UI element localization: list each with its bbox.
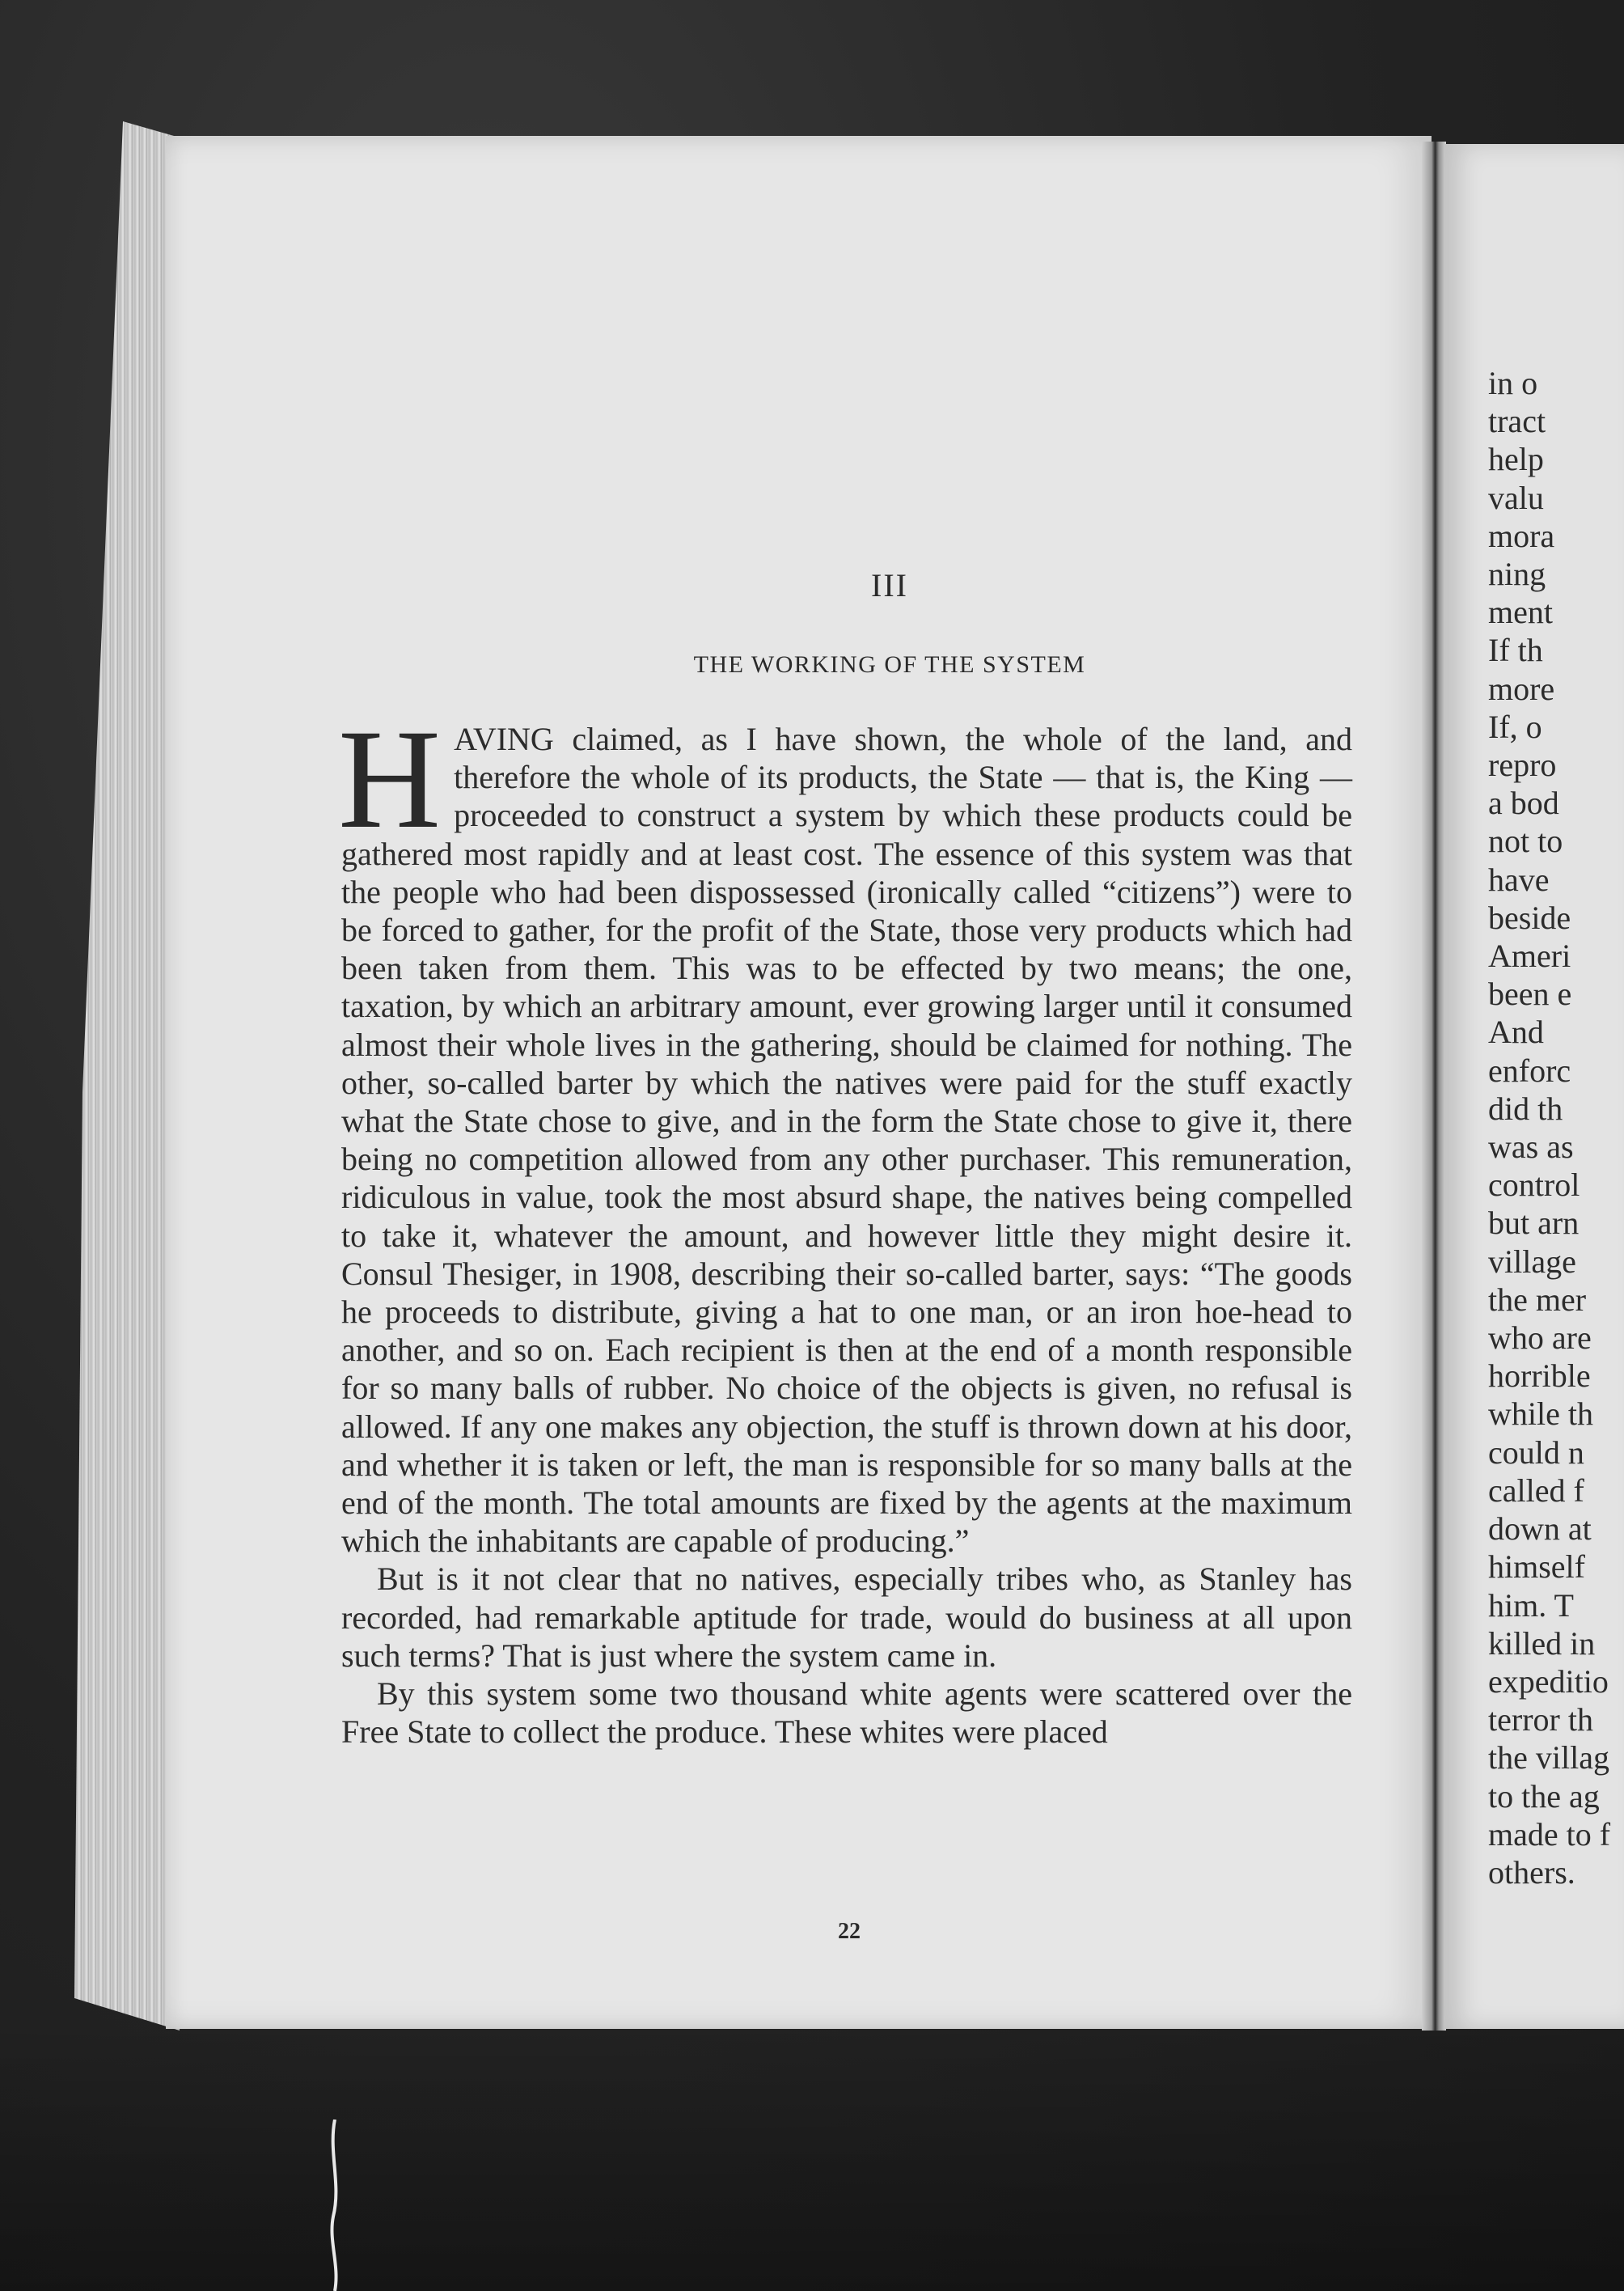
right-page-line: help (1488, 441, 1544, 478)
right-page-line: Ameri (1488, 938, 1571, 975)
right-page-line: village (1488, 1243, 1576, 1280)
right-page-line: himself (1488, 1548, 1585, 1586)
right-page-line: ment (1488, 594, 1553, 631)
right-page-line: others. (1488, 1853, 1575, 1891)
right-page-line: while th (1488, 1395, 1593, 1433)
right-page-line: enforc (1488, 1052, 1571, 1089)
right-page-line: made to f (1488, 1815, 1611, 1853)
right-page-line: killed in (1488, 1624, 1596, 1662)
paragraph: But is it not clear that no natives, especially tribes who, as Stanley has recorded, had remarkable aptitude for trade, would do business at all upon such terms? That is just where the system came in. (341, 1561, 1352, 1674)
chapter-number: III (871, 567, 908, 603)
bottom-shadow (0, 2022, 1624, 2291)
right-page-line: called f (1488, 1472, 1584, 1509)
right-page-line: not to (1488, 823, 1563, 860)
right-page-line: expeditio (1488, 1662, 1609, 1700)
right-page-line: horrible (1488, 1357, 1591, 1395)
right-page-line: If th (1488, 632, 1543, 669)
right-page-line: in o (1488, 365, 1538, 401)
right-page-line: but arn (1488, 1205, 1580, 1242)
right-page-line: was as (1488, 1129, 1574, 1166)
right-page-line: terror th (1488, 1701, 1593, 1738)
right-page-line: down at (1488, 1510, 1592, 1548)
right-page-text (1488, 364, 1624, 1891)
book-gutter (1422, 142, 1446, 2031)
bookmark-ribbon (324, 2119, 348, 2291)
right-page-line: tract (1488, 403, 1546, 440)
right-page-line: could n (1488, 1433, 1584, 1471)
paragraph (338, 701, 1352, 1560)
right-page-line: been e (1488, 976, 1572, 1013)
drop-cap: H (338, 701, 442, 858)
paragraph-text: AVING claimed, as I have shown, the whole of the land, and therefore the whole of its products, the State — that is, the King — proceeded to construct a system by which these products could be gathered most rapidly and at least cost. The essence of this system was that the people who had been dispossessed (ironically called “citizens”) were to be forced to gather, for the profit of the State, those very products which had been taken from them. This was to be effected by two means; the one, taxation, by which an arbitrary amount, ever growing larger until it consumed almost their whole lives in the gathering, should be claimed for nothing. The other, so-called barter by which the natives were paid for the stuff exactly what the State chose to give, and in the form the State chose to give it, there being no competition allowed from any other purchaser. This remuneration, ridiculous in value, took the most absurd shape, the natives being compelled to take it, whatever the amount, and however little they might desire it. Consul Thesiger, in 1908, describing their so-called barter, says: “The goods he proceeds to distribute, giving a hat to one man, or an iron hoe-head to another, and so on. Each recipient is then at the end of a month responsible for so many balls of rubber. No choice of the objects is given, no refusal is allowed. If any one makes any objection, the stuff is thrown down at his door, and whether it is taken or left, the man is responsible for so many balls at the end of the month. The total amounts are fixed by the agents at the maximum which the inhabitants are capable of producing.” (341, 721, 1352, 1560)
right-page-line: did th (1488, 1090, 1563, 1127)
right-page-line: who are (1488, 1319, 1592, 1357)
paragraph: By this system some two thousand white agents were scattered over the Free State to collect the produce. These whites were placed (341, 1675, 1352, 1751)
right-page-line: have (1488, 861, 1550, 898)
body-text (338, 701, 1352, 1751)
chapter-title: THE WORKING OF THE SYSTEM (693, 651, 1086, 678)
right-page-line: the villag (1488, 1739, 1609, 1776)
right-page-line: a bod (1488, 785, 1559, 822)
right-page-line: to the ag (1488, 1777, 1600, 1815)
right-page-line: And (1488, 1014, 1544, 1051)
page-number: 22 (838, 1919, 861, 1944)
right-page-line: repro (1488, 747, 1557, 784)
right-page-line: beside (1488, 899, 1571, 936)
right-page-line: more (1488, 670, 1555, 707)
right-page-line: him. T (1488, 1586, 1574, 1624)
right-page-line: ning (1488, 556, 1546, 593)
right-page-line: mora (1488, 517, 1555, 554)
right-page-line: control (1488, 1167, 1580, 1204)
right-page-line: If, o (1488, 708, 1542, 745)
right-page-line: the mer (1488, 1281, 1587, 1318)
right-page-line: valu (1488, 479, 1544, 516)
